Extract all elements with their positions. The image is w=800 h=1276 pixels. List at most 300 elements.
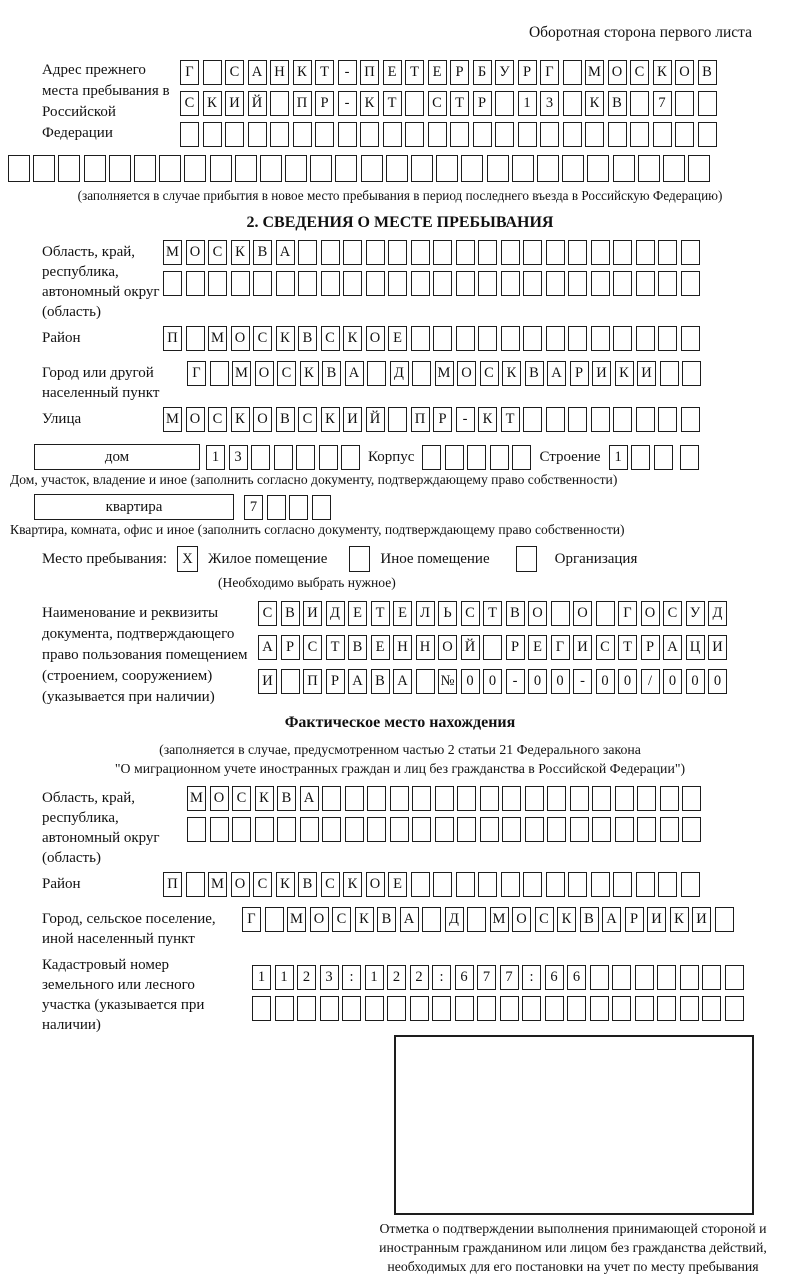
char-cell[interactable]	[435, 786, 454, 811]
char-cell[interactable]	[410, 996, 429, 1021]
char-cell[interactable]: 1	[609, 445, 628, 470]
char-cell[interactable]	[456, 326, 475, 351]
char-cell[interactable]	[630, 122, 649, 147]
char-cell[interactable]: К	[203, 91, 222, 116]
char-cell[interactable]: К	[276, 872, 295, 897]
char-cell[interactable]	[478, 326, 497, 351]
char-cell[interactable]: -	[338, 60, 357, 85]
char-cell[interactable]	[383, 122, 402, 147]
char-cell[interactable]	[635, 996, 654, 1021]
char-cell[interactable]	[277, 817, 296, 842]
char-cell[interactable]	[293, 122, 312, 147]
char-cell[interactable]	[636, 407, 655, 432]
char-cell[interactable]	[366, 240, 385, 265]
char-cell[interactable]	[411, 240, 430, 265]
char-cell[interactable]	[260, 155, 282, 182]
char-cell[interactable]	[675, 91, 694, 116]
char-cell[interactable]: 0	[663, 669, 682, 694]
char-cell[interactable]: И	[303, 601, 322, 626]
char-cell[interactable]: П	[303, 669, 322, 694]
char-cell[interactable]	[163, 271, 182, 296]
char-cell[interactable]	[635, 965, 654, 990]
char-cell[interactable]: В	[348, 635, 367, 660]
char-cell[interactable]	[265, 907, 284, 932]
char-cell[interactable]: 0	[618, 669, 637, 694]
char-cell[interactable]	[688, 155, 710, 182]
char-cell[interactable]: А	[393, 669, 412, 694]
char-cell[interactable]	[312, 495, 331, 520]
char-cell[interactable]: У	[686, 601, 705, 626]
char-cell[interactable]: Г	[540, 60, 559, 85]
char-cell[interactable]: Г	[551, 635, 570, 660]
char-cell[interactable]	[461, 155, 483, 182]
char-cell[interactable]: Д	[708, 601, 727, 626]
char-cell[interactable]: С	[630, 60, 649, 85]
char-cell[interactable]	[210, 361, 229, 386]
char-cell[interactable]	[585, 122, 604, 147]
char-cell[interactable]	[134, 155, 156, 182]
char-cell[interactable]: О	[573, 601, 592, 626]
char-cell[interactable]: Е	[383, 60, 402, 85]
char-cell[interactable]	[480, 786, 499, 811]
char-cell[interactable]: 6	[545, 965, 564, 990]
char-cell[interactable]	[680, 445, 699, 470]
char-cell[interactable]	[411, 872, 430, 897]
char-cell[interactable]	[596, 601, 615, 626]
char-cell[interactable]	[546, 271, 565, 296]
char-cell[interactable]	[545, 996, 564, 1021]
char-cell[interactable]	[435, 817, 454, 842]
char-cell[interactable]	[663, 155, 685, 182]
char-cell[interactable]: В	[371, 669, 390, 694]
char-cell[interactable]: Т	[450, 91, 469, 116]
char-cell[interactable]	[319, 445, 338, 470]
char-cell[interactable]	[109, 155, 131, 182]
char-cell[interactable]	[636, 271, 655, 296]
char-cell[interactable]	[612, 965, 631, 990]
char-cell[interactable]	[270, 91, 289, 116]
residential-premises-checkbox[interactable]: X	[177, 546, 198, 572]
char-cell[interactable]	[433, 872, 452, 897]
char-cell[interactable]: К	[615, 361, 634, 386]
char-cell[interactable]	[551, 601, 570, 626]
char-cell[interactable]: 7	[500, 965, 519, 990]
char-cell[interactable]	[591, 271, 610, 296]
char-cell[interactable]: В	[277, 786, 296, 811]
char-cell[interactable]	[275, 996, 294, 1021]
char-cell[interactable]	[477, 996, 496, 1021]
char-cell[interactable]: С	[303, 635, 322, 660]
char-cell[interactable]	[248, 122, 267, 147]
char-cell[interactable]: О	[366, 326, 385, 351]
char-cell[interactable]: Г	[618, 601, 637, 626]
char-cell[interactable]: В	[608, 91, 627, 116]
char-cell[interactable]: С	[596, 635, 615, 660]
char-cell[interactable]	[321, 271, 340, 296]
char-cell[interactable]: Н	[416, 635, 435, 660]
char-cell[interactable]	[658, 407, 677, 432]
char-cell[interactable]: С	[208, 240, 227, 265]
char-cell[interactable]	[478, 240, 497, 265]
char-cell[interactable]	[436, 155, 458, 182]
char-cell[interactable]: Р	[433, 407, 452, 432]
char-cell[interactable]: С	[225, 60, 244, 85]
char-cell[interactable]	[274, 445, 293, 470]
char-cell[interactable]	[568, 240, 587, 265]
char-cell[interactable]	[483, 635, 502, 660]
char-cell[interactable]	[365, 996, 384, 1021]
char-cell[interactable]	[698, 91, 717, 116]
char-cell[interactable]: К	[293, 60, 312, 85]
char-cell[interactable]	[502, 817, 521, 842]
char-cell[interactable]: 0	[708, 669, 727, 694]
char-cell[interactable]: А	[300, 786, 319, 811]
char-cell[interactable]: Й	[248, 91, 267, 116]
char-cell[interactable]	[568, 326, 587, 351]
char-cell[interactable]: С	[461, 601, 480, 626]
char-cell[interactable]	[450, 122, 469, 147]
char-cell[interactable]: Р	[625, 907, 644, 932]
char-cell[interactable]	[186, 271, 205, 296]
char-cell[interactable]: О	[231, 872, 250, 897]
char-cell[interactable]: Г	[187, 361, 206, 386]
char-cell[interactable]	[630, 91, 649, 116]
char-cell[interactable]	[338, 122, 357, 147]
char-cell[interactable]	[487, 155, 509, 182]
char-cell[interactable]: В	[377, 907, 396, 932]
char-cell[interactable]	[203, 122, 222, 147]
char-cell[interactable]	[412, 786, 431, 811]
char-cell[interactable]: К	[231, 240, 250, 265]
char-cell[interactable]: Т	[326, 635, 345, 660]
char-cell[interactable]: И	[637, 361, 656, 386]
char-cell[interactable]: С	[332, 907, 351, 932]
char-cell[interactable]: 1	[365, 965, 384, 990]
char-cell[interactable]: К	[231, 407, 250, 432]
char-cell[interactable]	[523, 240, 542, 265]
char-cell[interactable]: К	[343, 872, 362, 897]
char-cell[interactable]	[321, 240, 340, 265]
char-cell[interactable]	[658, 326, 677, 351]
char-cell[interactable]	[702, 996, 721, 1021]
char-cell[interactable]	[546, 240, 565, 265]
char-cell[interactable]	[682, 361, 701, 386]
char-cell[interactable]	[715, 907, 734, 932]
char-cell[interactable]: К	[355, 907, 374, 932]
char-cell[interactable]: С	[232, 786, 251, 811]
char-cell[interactable]	[631, 445, 650, 470]
char-cell[interactable]: И	[573, 635, 592, 660]
char-cell[interactable]	[310, 155, 332, 182]
char-cell[interactable]: Р	[450, 60, 469, 85]
char-cell[interactable]	[587, 155, 609, 182]
char-cell[interactable]: Е	[348, 601, 367, 626]
char-cell[interactable]: У	[495, 60, 514, 85]
char-cell[interactable]: О	[366, 872, 385, 897]
char-cell[interactable]: К	[557, 907, 576, 932]
char-cell[interactable]: В	[698, 60, 717, 85]
char-cell[interactable]	[681, 271, 700, 296]
char-cell[interactable]: М	[208, 872, 227, 897]
char-cell[interactable]: 6	[567, 965, 586, 990]
char-cell[interactable]	[501, 240, 520, 265]
char-cell[interactable]: М	[163, 407, 182, 432]
char-cell[interactable]	[613, 326, 632, 351]
char-cell[interactable]	[457, 817, 476, 842]
char-cell[interactable]	[232, 817, 251, 842]
char-cell[interactable]: О	[528, 601, 547, 626]
char-cell[interactable]	[478, 872, 497, 897]
char-cell[interactable]: С	[321, 872, 340, 897]
char-cell[interactable]	[613, 872, 632, 897]
char-cell[interactable]	[361, 155, 383, 182]
char-cell[interactable]: Р	[281, 635, 300, 660]
char-cell[interactable]	[33, 155, 55, 182]
char-cell[interactable]	[547, 786, 566, 811]
char-cell[interactable]	[298, 240, 317, 265]
char-cell[interactable]	[235, 155, 257, 182]
char-cell[interactable]: П	[163, 872, 182, 897]
char-cell[interactable]	[388, 271, 407, 296]
char-cell[interactable]	[315, 122, 334, 147]
char-cell[interactable]	[682, 817, 701, 842]
char-cell[interactable]	[342, 996, 361, 1021]
char-cell[interactable]: М	[163, 240, 182, 265]
char-cell[interactable]: Н	[393, 635, 412, 660]
char-cell[interactable]	[657, 996, 676, 1021]
char-cell[interactable]	[180, 122, 199, 147]
char-cell[interactable]: -	[573, 669, 592, 694]
char-cell[interactable]	[187, 817, 206, 842]
char-cell[interactable]	[335, 155, 357, 182]
char-cell[interactable]	[300, 817, 319, 842]
char-cell[interactable]: :	[342, 965, 361, 990]
char-cell[interactable]	[285, 155, 307, 182]
char-cell[interactable]	[270, 122, 289, 147]
char-cell[interactable]	[547, 817, 566, 842]
char-cell[interactable]: Й	[366, 407, 385, 432]
char-cell[interactable]: С	[321, 326, 340, 351]
char-cell[interactable]: М	[187, 786, 206, 811]
char-cell[interactable]	[390, 786, 409, 811]
char-cell[interactable]: А	[276, 240, 295, 265]
char-cell[interactable]: Т	[315, 60, 334, 85]
char-cell[interactable]: Ь	[438, 601, 457, 626]
char-cell[interactable]: Р	[506, 635, 525, 660]
char-cell[interactable]	[495, 122, 514, 147]
char-cell[interactable]	[680, 996, 699, 1021]
char-cell[interactable]	[296, 445, 315, 470]
char-cell[interactable]	[252, 996, 271, 1021]
char-cell[interactable]	[590, 996, 609, 1021]
char-cell[interactable]	[591, 326, 610, 351]
char-cell[interactable]: Д	[326, 601, 345, 626]
char-cell[interactable]	[501, 326, 520, 351]
char-cell[interactable]: С	[180, 91, 199, 116]
char-cell[interactable]	[456, 872, 475, 897]
char-cell[interactable]	[540, 122, 559, 147]
char-cell[interactable]: Р	[641, 635, 660, 660]
char-cell[interactable]	[8, 155, 30, 182]
char-cell[interactable]	[412, 817, 431, 842]
char-cell[interactable]: С	[480, 361, 499, 386]
char-cell[interactable]	[567, 996, 586, 1021]
char-cell[interactable]: К	[255, 786, 274, 811]
char-cell[interactable]: В	[281, 601, 300, 626]
char-cell[interactable]	[592, 817, 611, 842]
char-cell[interactable]: /	[641, 669, 660, 694]
char-cell[interactable]	[322, 786, 341, 811]
char-cell[interactable]	[636, 240, 655, 265]
char-cell[interactable]	[522, 996, 541, 1021]
char-cell[interactable]: 1	[518, 91, 537, 116]
char-cell[interactable]	[658, 872, 677, 897]
char-cell[interactable]: С	[535, 907, 554, 932]
char-cell[interactable]: Б	[473, 60, 492, 85]
char-cell[interactable]	[84, 155, 106, 182]
char-cell[interactable]	[289, 495, 308, 520]
char-cell[interactable]	[654, 445, 673, 470]
char-cell[interactable]: О	[675, 60, 694, 85]
char-cell[interactable]: И	[647, 907, 666, 932]
char-cell[interactable]: О	[608, 60, 627, 85]
char-cell[interactable]: И	[258, 669, 277, 694]
char-cell[interactable]	[186, 326, 205, 351]
char-cell[interactable]	[658, 271, 677, 296]
char-cell[interactable]	[367, 817, 386, 842]
char-cell[interactable]: О	[310, 907, 329, 932]
char-cell[interactable]: А	[248, 60, 267, 85]
char-cell[interactable]	[366, 271, 385, 296]
char-cell[interactable]: Т	[371, 601, 390, 626]
char-cell[interactable]	[570, 786, 589, 811]
char-cell[interactable]	[320, 996, 339, 1021]
char-cell[interactable]	[590, 965, 609, 990]
char-cell[interactable]: К	[276, 326, 295, 351]
char-cell[interactable]	[512, 155, 534, 182]
char-cell[interactable]: А	[400, 907, 419, 932]
char-cell[interactable]: А	[602, 907, 621, 932]
char-cell[interactable]	[546, 872, 565, 897]
char-cell[interactable]	[675, 122, 694, 147]
char-cell[interactable]: П	[293, 91, 312, 116]
char-cell[interactable]: -	[506, 669, 525, 694]
char-cell[interactable]: Д	[445, 907, 464, 932]
char-cell[interactable]: Т	[618, 635, 637, 660]
char-cell[interactable]	[411, 155, 433, 182]
char-cell[interactable]: С	[663, 601, 682, 626]
char-cell[interactable]: О	[253, 407, 272, 432]
char-cell[interactable]: Е	[371, 635, 390, 660]
char-cell[interactable]: 1	[252, 965, 271, 990]
char-cell[interactable]: А	[547, 361, 566, 386]
char-cell[interactable]	[698, 122, 717, 147]
char-cell[interactable]	[636, 872, 655, 897]
char-cell[interactable]	[184, 155, 206, 182]
char-cell[interactable]: Е	[428, 60, 447, 85]
char-cell[interactable]	[660, 786, 679, 811]
char-cell[interactable]: :	[522, 965, 541, 990]
char-cell[interactable]	[563, 91, 582, 116]
char-cell[interactable]: 3	[540, 91, 559, 116]
char-cell[interactable]	[267, 495, 286, 520]
char-cell[interactable]	[388, 240, 407, 265]
char-cell[interactable]	[386, 155, 408, 182]
char-cell[interactable]	[658, 240, 677, 265]
char-cell[interactable]: М	[287, 907, 306, 932]
char-cell[interactable]	[660, 817, 679, 842]
char-cell[interactable]	[341, 445, 360, 470]
char-cell[interactable]	[591, 407, 610, 432]
char-cell[interactable]	[568, 407, 587, 432]
char-cell[interactable]: О	[186, 240, 205, 265]
char-cell[interactable]	[253, 271, 272, 296]
char-cell[interactable]	[537, 155, 559, 182]
char-cell[interactable]	[680, 965, 699, 990]
char-cell[interactable]: А	[345, 361, 364, 386]
char-cell[interactable]: Г	[180, 60, 199, 85]
char-cell[interactable]	[473, 122, 492, 147]
char-cell[interactable]	[523, 271, 542, 296]
char-cell[interactable]: Н	[270, 60, 289, 85]
char-cell[interactable]: Т	[483, 601, 502, 626]
char-cell[interactable]: М	[585, 60, 604, 85]
char-cell[interactable]	[570, 817, 589, 842]
char-cell[interactable]	[345, 786, 364, 811]
char-cell[interactable]: К	[360, 91, 379, 116]
char-cell[interactable]	[298, 271, 317, 296]
char-cell[interactable]: О	[512, 907, 531, 932]
char-cell[interactable]: -	[456, 407, 475, 432]
char-cell[interactable]: Т	[405, 60, 424, 85]
char-cell[interactable]	[467, 445, 486, 470]
organization-checkbox[interactable]	[516, 546, 537, 572]
char-cell[interactable]	[660, 361, 679, 386]
char-cell[interactable]: И	[708, 635, 727, 660]
char-cell[interactable]: С	[258, 601, 277, 626]
char-cell[interactable]: В	[580, 907, 599, 932]
char-cell[interactable]	[456, 240, 475, 265]
char-cell[interactable]	[637, 817, 656, 842]
char-cell[interactable]	[231, 271, 250, 296]
char-cell[interactable]	[251, 445, 270, 470]
char-cell[interactable]	[681, 872, 700, 897]
char-cell[interactable]	[681, 240, 700, 265]
char-cell[interactable]: Е	[393, 601, 412, 626]
char-cell[interactable]: Л	[416, 601, 435, 626]
char-cell[interactable]: 7	[653, 91, 672, 116]
char-cell[interactable]	[653, 122, 672, 147]
char-cell[interactable]: К	[343, 326, 362, 351]
char-cell[interactable]	[523, 407, 542, 432]
char-cell[interactable]	[568, 872, 587, 897]
char-cell[interactable]: М	[232, 361, 251, 386]
char-cell[interactable]	[203, 60, 222, 85]
char-cell[interactable]	[322, 817, 341, 842]
char-cell[interactable]: К	[478, 407, 497, 432]
char-cell[interactable]: К	[300, 361, 319, 386]
char-cell[interactable]: С	[208, 407, 227, 432]
char-cell[interactable]	[388, 407, 407, 432]
char-cell[interactable]	[367, 361, 386, 386]
char-cell[interactable]: Т	[383, 91, 402, 116]
char-cell[interactable]: 0	[483, 669, 502, 694]
char-cell[interactable]	[592, 786, 611, 811]
char-cell[interactable]: 1	[275, 965, 294, 990]
char-cell[interactable]	[478, 271, 497, 296]
char-cell[interactable]	[58, 155, 80, 182]
char-cell[interactable]: И	[225, 91, 244, 116]
